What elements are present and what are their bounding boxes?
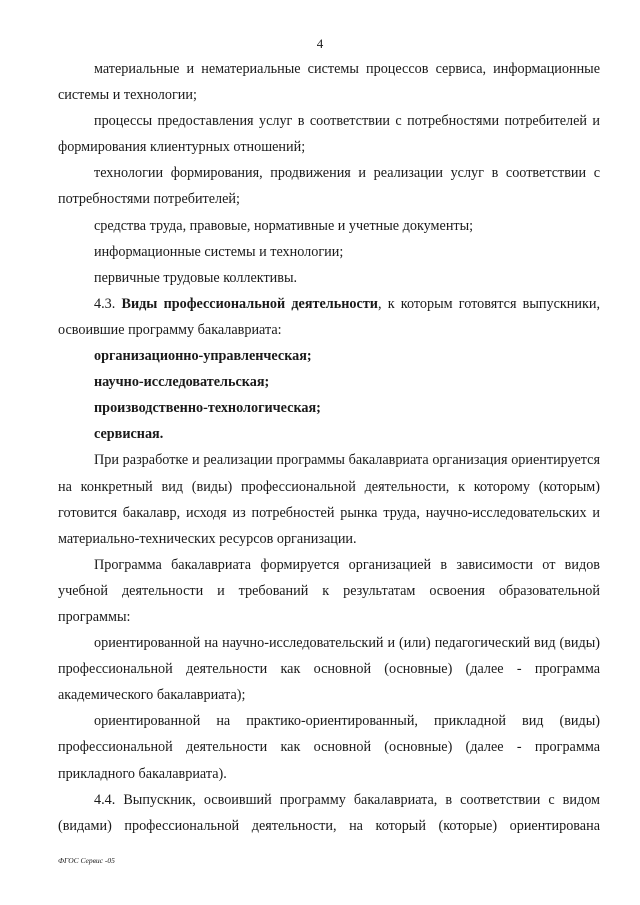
page-number: 4: [316, 36, 324, 51]
paragraph: Программа бакалавриата формируется организацией в зависимости от видов учебной деятельности и требований к результатам освоения образовательной программы:: [58, 556, 600, 625]
page-body: [58, 56, 600, 839]
paragraph: информационные системы и технологии;: [94, 243, 344, 260]
footer-label: ФГОС Сервис -05: [58, 856, 115, 865]
paragraph: технологии формирования, продвижения и реализации услуг в соответствии с потребностями потребителей;: [58, 165, 600, 208]
paragraph: ориентированной на научно-исследовательский и (или) педагогический вид (виды) профессиональной деятельности как основной (основные) (далее - программа академического бакалавриата);: [58, 635, 600, 704]
bold-term: Виды профессиональной деятельности: [121, 295, 378, 312]
paragraph: [58, 291, 600, 343]
paragraph: средства труда, правовые, нормативные и учетные документы;: [94, 217, 474, 234]
paragraph: материальные и нематериальные системы процессов сервиса, информационные системы и технологии;: [58, 61, 600, 104]
paragraph: научно-исследовательская;: [94, 374, 270, 391]
paragraph: организационно-управленческая;: [94, 348, 312, 365]
paragraph: сервисная.: [94, 426, 164, 443]
paragraph: При разработке и реализации программы бакалавриата организация ориентируется на конкретный вид (виды) профессиональной деятельности, к которому (которым) готовится бакалавр, исходя из потребностей рынка труда, научно-исследовательских и материально-технических ресурсов организации.: [58, 452, 600, 547]
paragraph: первичные трудовые коллективы.: [94, 269, 298, 286]
paragraph: производственно-технологическая;: [94, 400, 321, 417]
paragraph: 4.4. Выпускник, освоивший программу бакалавриата, в соответствии с видом (видами) профессиональной деятельности, на который (которые) ориентирована: [58, 791, 600, 834]
paragraph: ориентированной на практико-ориентированный, прикладной вид (виды) профессиональной деятельности как основной (основные) (далее - программа прикладного бакалавриата).: [58, 713, 600, 782]
paragraph: процессы предоставления услуг в соответствии с потребностями потребителей и формирования клиентурных отношений;: [58, 113, 600, 156]
paragraph-text: , к которым готовятся выпускники, освоившие программу бакалавриата:: [58, 295, 601, 338]
paragraph-text: 4.3.: [94, 295, 122, 312]
